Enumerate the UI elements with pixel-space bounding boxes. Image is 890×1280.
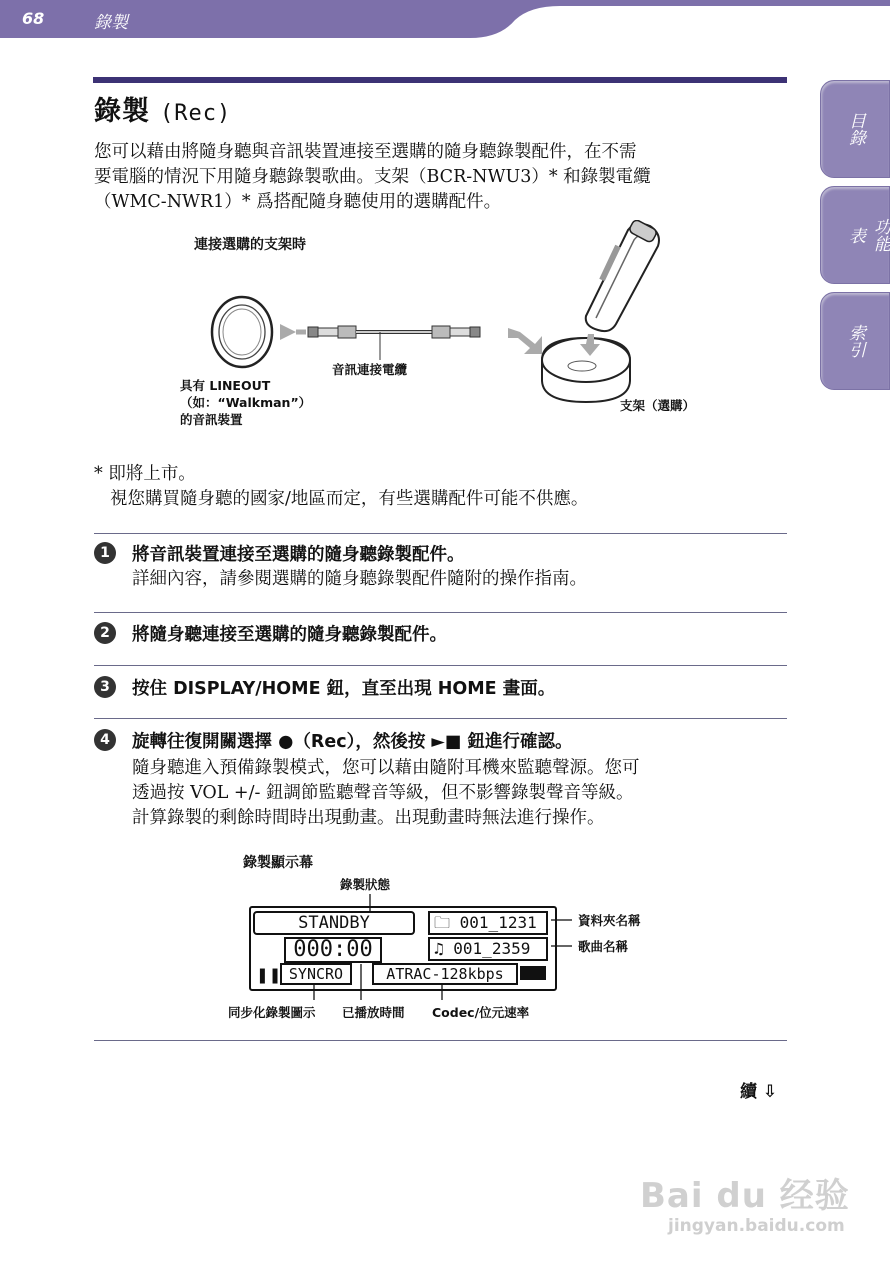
step-number: 4 <box>94 729 116 751</box>
folder-callout: 資料夾名稱 <box>578 913 641 928</box>
stand-illustration <box>542 334 630 402</box>
note-mark: * 即將上市。 <box>94 464 196 484</box>
step-number: 3 <box>94 676 116 698</box>
device-label-line: 具有 LINEOUT <box>180 378 271 393</box>
tab-contents[interactable] <box>820 80 890 178</box>
page-title-main: 錄製 <box>94 96 150 127</box>
step-body-line: 隨身聽進入預備錄製模式，您可以藉由隨附耳機來監聽聲源。您可 <box>132 758 640 778</box>
header-band <box>0 0 890 38</box>
page-title-paren: (Rec) <box>160 101 232 126</box>
pause-icon: ❚❚ <box>256 966 282 984</box>
step-body-line: 詳細內容，請參閱選購的隨身聽錄製配件隨附的操作指南。 <box>132 569 587 589</box>
lcd-song-name: 001_2359 <box>453 939 531 958</box>
intro-paragraph <box>94 140 784 215</box>
device-label <box>180 377 311 428</box>
step-title: 將音訊裝置連接至選購的隨身聽錄製配件。 <box>132 545 465 565</box>
lcd-time: 000:00 <box>284 937 382 963</box>
lcd-song <box>428 937 548 961</box>
divider <box>94 612 787 613</box>
tab-index-label: 索引 <box>845 324 865 358</box>
step-title: 將隨身聽連接至選購的隨身聽錄製配件。 <box>132 625 447 645</box>
page-title <box>94 89 231 128</box>
device-label-line: 的音訊裝置 <box>180 412 243 427</box>
intro-line: 要電腦的情況下用隨身聽錄製歌曲。支架（BCR-NWU3）* 和錄製電纜 <box>94 167 651 187</box>
step-body <box>132 567 792 592</box>
step-title: 旋轉往復開關選擇 ●（Rec），然後按 ►■ 鈕進行確認。 <box>132 732 573 752</box>
step-body <box>132 756 792 831</box>
intro-line: 您可以藉由將隨身聽與音訊裝置連接至選購的隨身聽錄製配件，在不需 <box>94 142 637 162</box>
intro-line: （WMC-NWR1）* 爲搭配隨身聽使用的選購配件。 <box>94 192 502 212</box>
watermark-logo: Bai du 经验 <box>640 1176 850 1216</box>
status-callout: 錄製狀態 <box>340 877 391 892</box>
sync-callout: 同步化錄製圖示 <box>228 1005 316 1020</box>
divider <box>94 533 787 534</box>
walkman-illustration <box>586 220 659 331</box>
title-rule <box>93 77 787 83</box>
music-note-icon: ♫ <box>434 939 444 958</box>
lcd-sync: SYNCRO <box>280 963 352 985</box>
lcd-codec: ATRAC-128kbps <box>372 963 518 985</box>
battery-icon <box>520 966 546 980</box>
step-title: 按住 DISPLAY/HOME 鈕，直至出現 HOME 畫面。 <box>132 679 556 699</box>
divider <box>94 718 787 719</box>
continue-link[interactable]: 續 ⇩ <box>740 1082 778 1102</box>
availability-note <box>94 462 588 512</box>
figure1-heading: 連接選購的支架時 <box>194 237 306 253</box>
section-name: 錄製 <box>94 13 128 33</box>
audio-device-illustration <box>212 297 272 367</box>
step-body-line: 透過按 VOL +/- 鈕調節監聽聲音等級，但不影響錄製聲音等級。 <box>132 783 634 803</box>
lcd-folder <box>428 911 548 935</box>
note-text: 視您購買隨身聽的國家/地區而定，有些選購配件可能不供應。 <box>110 489 589 509</box>
tab-contents-label: 目錄 <box>845 112 865 146</box>
tab-index[interactable] <box>820 292 890 390</box>
lcd-status: STANDBY <box>253 911 415 935</box>
time-callout: 已播放時間 <box>342 1005 405 1020</box>
divider <box>94 1040 787 1041</box>
tab-menu[interactable] <box>820 186 890 284</box>
figure2-heading: 錄製顯示幕 <box>243 855 313 871</box>
step-body-line: 計算錄製的剩餘時間時出現動畫。出現動畫時無法進行操作。 <box>132 808 605 828</box>
stand-label: 支架（選購） <box>620 398 696 413</box>
song-callout: 歌曲名稱 <box>578 939 629 954</box>
folder-icon: 🗀 <box>434 913 451 932</box>
page-number: 68 <box>22 9 45 28</box>
tab-menu-label: 功能表 <box>845 218 890 252</box>
audio-cable-illustration <box>308 326 480 360</box>
divider <box>94 665 787 666</box>
watermark-url: jingyan.baidu.com <box>668 1216 845 1236</box>
step-number: 1 <box>94 542 116 564</box>
cable-label: 音訊連接電纜 <box>332 362 408 377</box>
step-number: 2 <box>94 622 116 644</box>
codec-callout: Codec/位元速率 <box>432 1005 530 1020</box>
device-label-line: （如：“Walkman”） <box>180 395 312 410</box>
lcd-folder-name: 001_1231 <box>459 913 537 932</box>
